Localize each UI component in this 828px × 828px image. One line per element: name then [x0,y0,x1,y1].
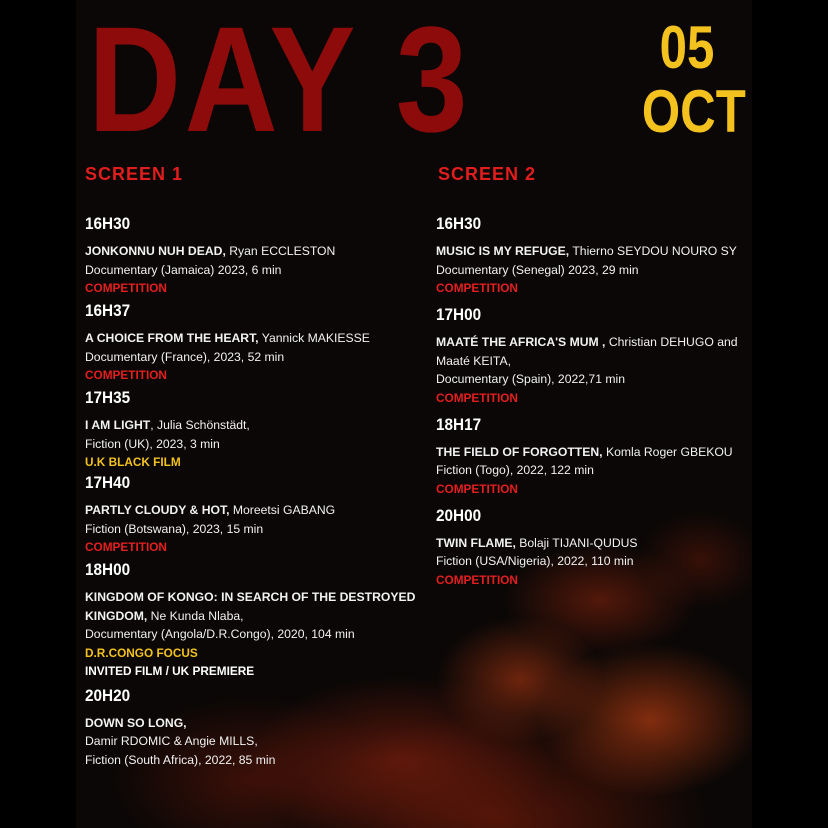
film-title: MAATÉ THE AFRICA'S MUM , [436,335,606,349]
film-director: Moreetsi GABANG [229,503,336,517]
film-tag: COMPETITION [85,368,167,382]
film-line [436,534,756,553]
slot-time: 17H40 [85,473,131,492]
film-tag: D.R.CONGO FOCUS [85,645,198,660]
slot-time: 17H35 [85,388,131,407]
slot-time: 18H00 [85,560,131,579]
film-title: I AM LIGHT [85,418,151,432]
slot-time: 20H20 [85,685,131,705]
film-title: MUSIC IS MY REFUGE, [436,244,570,258]
film-details: Documentary (Senegal) 2023, 29 min [436,262,639,277]
slot-time: 18H17 [436,414,482,434]
film-title: KINGDOM OF KONGO: IN SEARCH OF THE DESTROYED KINGDOM, [85,590,416,623]
film-title: PARTLY CLOUDY & HOT, [85,503,230,517]
film-line [85,501,425,520]
slot-time: 20H00 [436,505,482,525]
schedule-slot [436,305,756,407]
date-day: 05 [659,14,715,81]
film-details: Fiction (USA/Nigeria), 2022, 110 min [436,554,634,568]
film-tag: COMPETITION [436,390,518,405]
date-month: OCT [641,78,746,145]
film-details: Fiction (UK), 2023, 3 min [85,436,220,451]
slot-time: 17H00 [436,305,482,324]
slot-time: 16H30 [85,214,131,233]
film-title: DOWN SO LONG, [85,715,187,730]
film-details: Damir RDOMIC & Angie MILLS, [85,734,258,748]
film-line [85,242,425,261]
day-title: DAY 3 [88,0,471,163]
screen1-schedule [85,214,425,769]
film-title: THE FIELD OF FORGOTTEN, [436,444,603,459]
film-tag: COMPETITION [436,572,518,587]
schedule-slot [436,214,756,297]
film-tag: COMPETITION [436,481,518,496]
film-tag: COMPETITION [436,281,518,295]
screen1-title: SCREEN 1 [85,164,184,184]
film-tag: U.K BLACK FILM [85,455,181,469]
schedule-slot [436,415,756,498]
film-director: Thierno SEYDOU NOURO SY [569,244,737,258]
film-title: A CHOICE FROM THE HEART, [85,331,259,345]
film-tag: COMPETITION [85,281,167,295]
film-tag: INVITED FILM / UK PREMIERE [85,663,255,678]
film-line [85,416,425,435]
film-tag: COMPETITION [85,540,167,554]
film-director: Komla Roger GBEKOU [602,444,733,459]
film-director: Bolaji TIJANI-QUDUS [515,535,638,550]
film-director: , Julia Schönstädt, [150,418,250,432]
film-details: Documentary (France), 2023, 52 min [85,349,285,364]
film-details: Fiction (Botswana), 2023, 15 min [85,521,264,536]
film-details: Documentary (Angola/D.R.Congo), 2020, 104 min [85,627,355,641]
schedule-slot [85,686,425,770]
schedule-slot [85,388,425,471]
film-line [436,242,756,261]
left-border [0,0,76,828]
film-title: JONKONNU NUH DEAD, [85,244,226,258]
film-director: Ryan ECCLESTON [225,244,336,258]
slot-time: 16H30 [436,214,482,233]
schedule-slot [85,560,425,680]
film-line [436,333,756,370]
right-border [752,0,828,828]
schedule-slot [85,301,425,384]
film-details: Fiction (Togo), 2022, 122 min [436,463,594,477]
film-director: Yannick MAKIESSE [258,331,370,345]
schedule-slot [85,473,425,556]
film-line [85,714,425,733]
screen2-title: SCREEN 2 [438,164,537,184]
film-line [436,443,756,462]
film-line [85,329,425,348]
schedule-slot [436,506,756,589]
slot-time: 16H37 [85,301,131,320]
film-details: Documentary (Jamaica) 2023, 6 min [85,262,282,277]
screen2-schedule [436,214,756,589]
film-director: Christian DEHUGO and Maaté KEITA, [436,335,738,368]
schedule-slot [85,214,425,297]
film-title: TWIN FLAME, [436,535,516,550]
film-details: Documentary (Spain), 2022,71 min [436,372,626,386]
film-director: Ne Kunda Nlaba, [147,608,244,623]
film-line [85,588,425,625]
film-details: Fiction (South Africa), 2022, 85 min [85,752,276,767]
date-block [641,14,746,145]
